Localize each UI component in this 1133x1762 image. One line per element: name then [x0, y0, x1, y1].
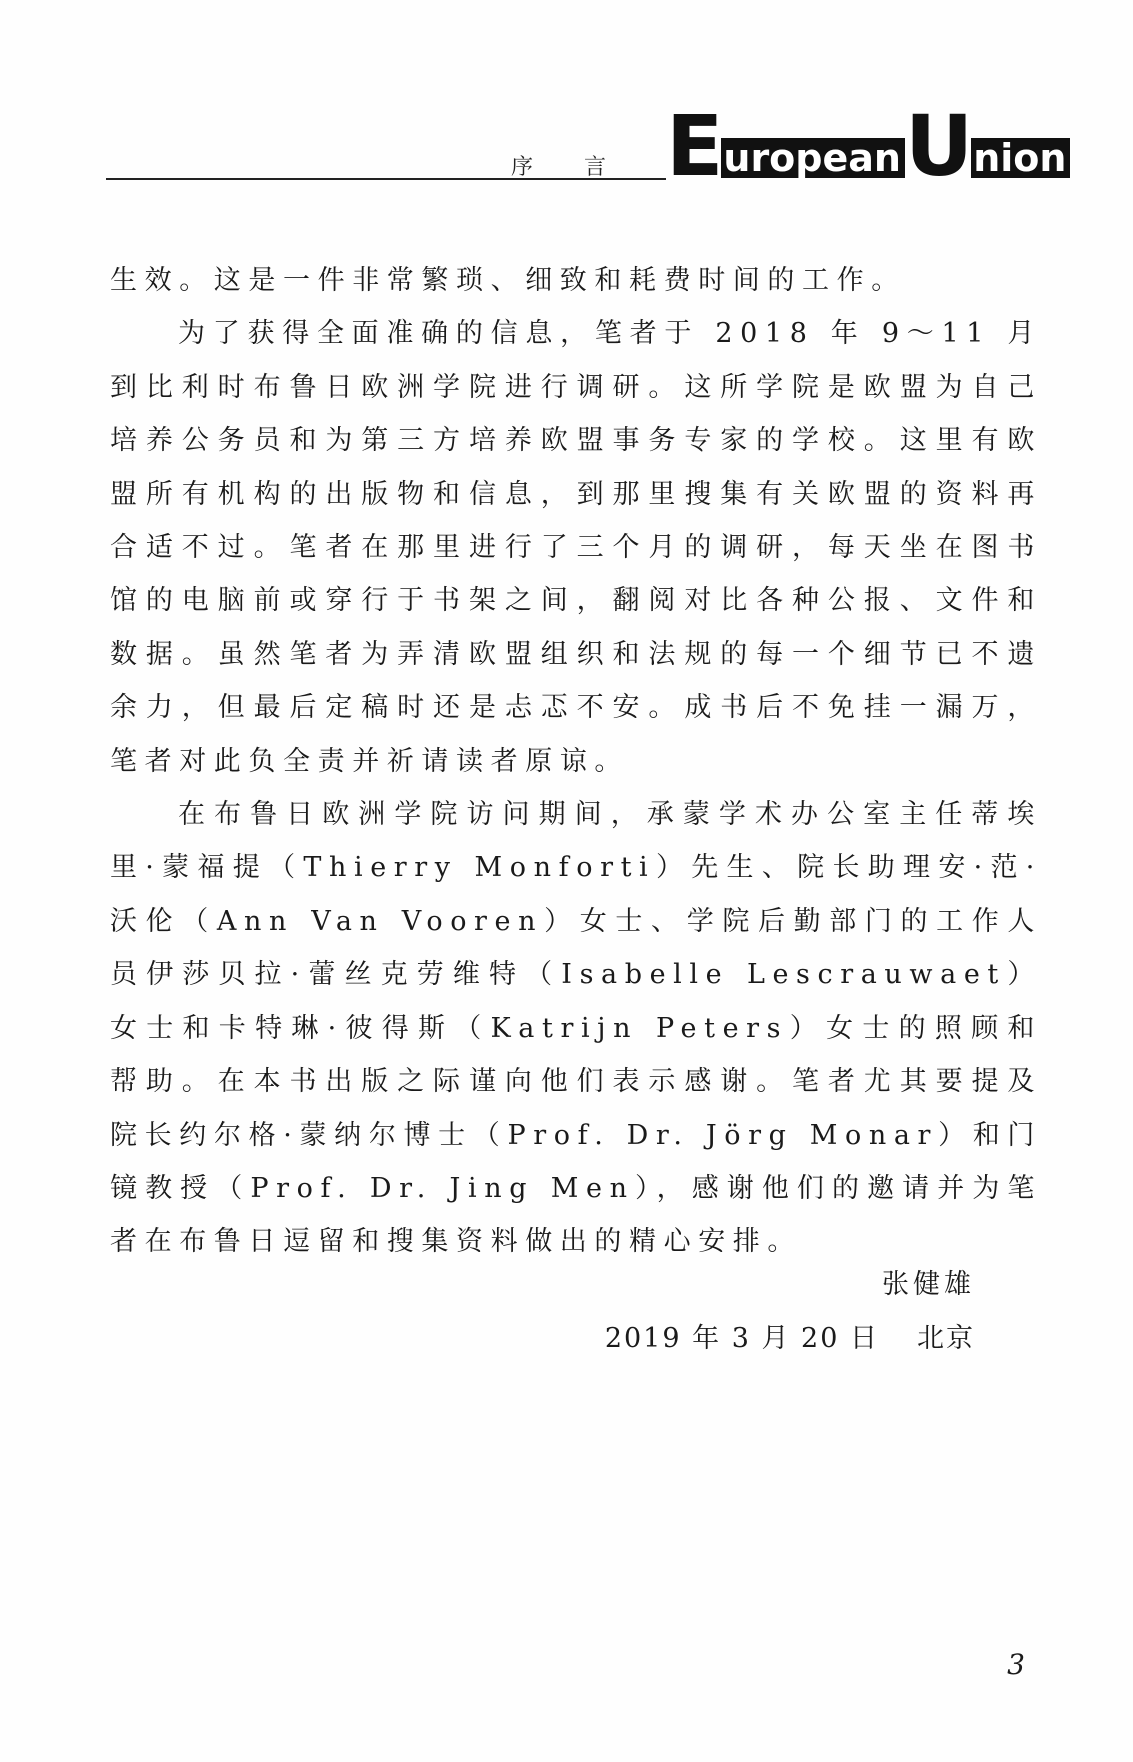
- paragraph-research: 为了获得全面准确的信息，笔者于 2018 年 9～11 月到比利时布鲁日欧洲学院进行调研。这所学院是欧盟为自己培养公务员和为第三方培养欧盟事务专家的学校。这里有欧盟所有机构的出版物和信息，到那里搜集有关欧盟的资料再合适不过。笔者在那里进行了三个月的调研，每天坐在图书馆的电脑前或穿行于书架之间，翻阅对比各种公报、文件和数据。虽然笔者为弄清欧盟组织和法规的每一个细节已不遗余力，但最后定稿时还是忐忑不安。成书后不免挂一漏万，笔者对此负全责并祈请读者原谅。: [110, 318, 1042, 777]
- logo-letter-u: U: [904, 97, 972, 195]
- running-header: [106, 97, 1067, 195]
- preface-body: [110, 254, 1042, 1269]
- european-union-logo: [666, 97, 1070, 195]
- paragraph-acknowledgements: 在布鲁日欧洲学院访问期间，承蒙学术办公室主任蒂埃里·蒙福提（Thierry Monforti）先生、院长助理安·范·沃伦（Ann Van Vooren）女士、学院后勤部门的工作人员伊莎贝拉·蕾丝克劳维特（Isabelle Lescrauwaet）女士和卡特琳·彼得斯（Katrijn Peters）女士的照顾和帮助。在本书出版之际谨向他们表示感谢。笔者尤其要提及院长约尔格·蒙纳尔博士（Prof. Dr. Jörg Monar）和门镜教授（Prof. Dr. Jing Men），感谢他们的邀请并为笔者在布鲁日逗留和搜集资料做出的精心安排。: [110, 799, 1042, 1258]
- signature-date: 2019 年 3 月 20 日: [604, 1323, 879, 1354]
- logo-word-uropean: uropean: [721, 138, 905, 178]
- logo-letter-e: E: [666, 97, 722, 195]
- signature-place: 北京: [917, 1323, 975, 1354]
- logo-word-nion: nion: [971, 138, 1070, 178]
- section-title: 序 言: [511, 155, 628, 180]
- author-signature: 张健雄: [882, 1269, 975, 1300]
- page-number: 3: [1007, 1648, 1025, 1681]
- dateline: [605, 1316, 975, 1355]
- paragraph-continued: 生效。这是一件非常繁琐、细致和耗费时间的工作。: [110, 265, 906, 296]
